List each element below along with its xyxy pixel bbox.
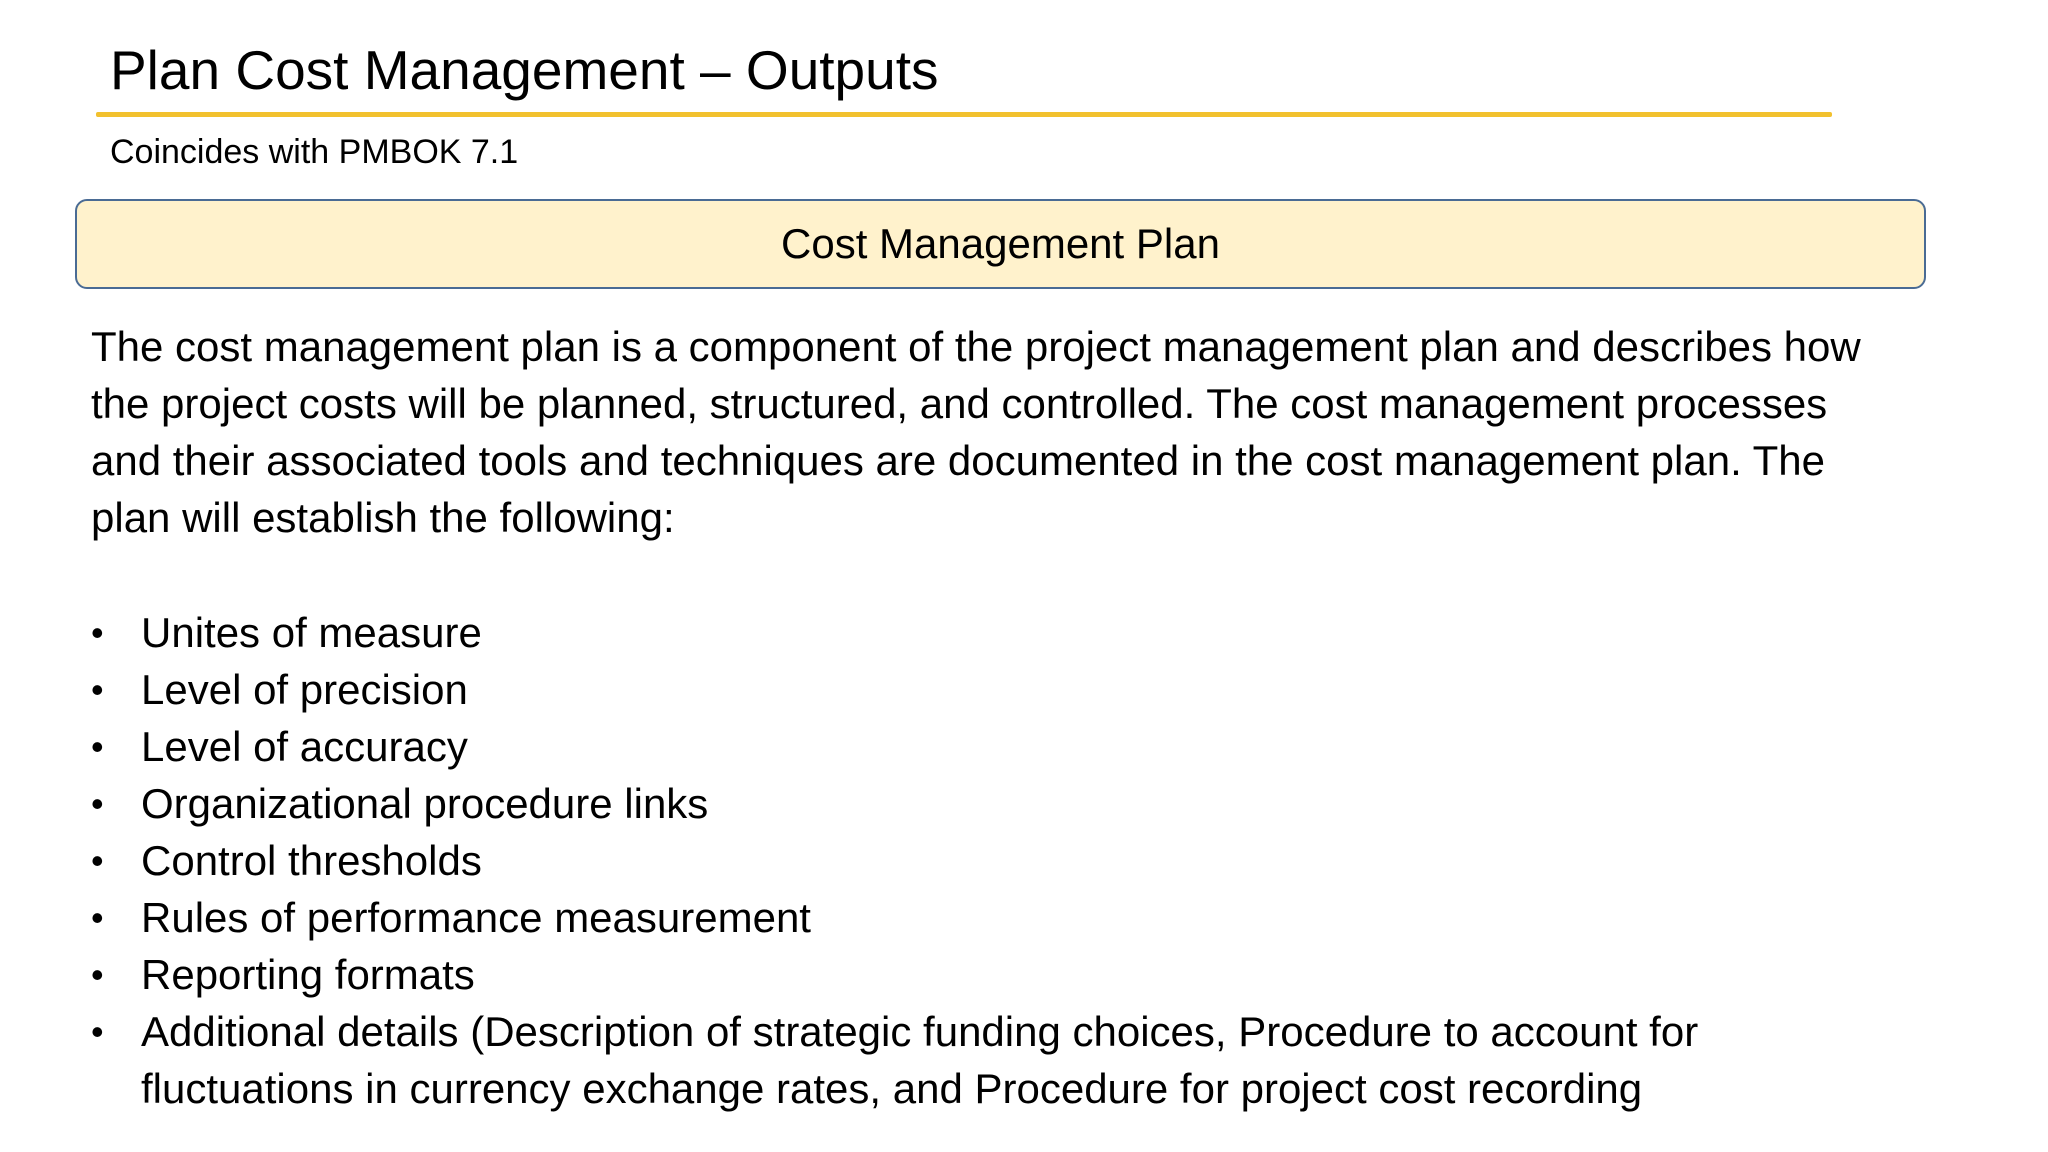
bullet-icon: • bbox=[91, 897, 104, 938]
slide-title: Plan Cost Management – Outputs bbox=[110, 39, 939, 101]
list-item bbox=[91, 604, 1891, 661]
list-item-text: Reporting formats bbox=[141, 951, 475, 998]
list-item bbox=[91, 832, 1891, 889]
list-item-text: Level of precision bbox=[141, 666, 468, 713]
bullet-icon: • bbox=[91, 954, 104, 995]
bullet-icon: • bbox=[91, 840, 104, 881]
section-heading-box bbox=[75, 199, 1926, 289]
list-item bbox=[91, 946, 1891, 1003]
bullet-icon: • bbox=[91, 1011, 104, 1052]
bullet-icon: • bbox=[91, 726, 104, 767]
list-item bbox=[91, 889, 1891, 946]
section-heading: Cost Management Plan bbox=[781, 220, 1220, 267]
list-item bbox=[91, 661, 1891, 718]
list-item bbox=[91, 1003, 1891, 1117]
slide-subtitle: Coincides with PMBOK 7.1 bbox=[110, 133, 519, 171]
bullet-icon: • bbox=[91, 669, 104, 710]
bullet-list bbox=[91, 604, 1891, 1117]
list-item-text: Rules of performance measurement bbox=[141, 894, 811, 941]
bullet-icon: • bbox=[91, 783, 104, 824]
list-item-text: Control thresholds bbox=[141, 837, 482, 884]
title-underline bbox=[96, 112, 1832, 117]
list-item bbox=[91, 775, 1891, 832]
list-item-text: Organizational procedure links bbox=[141, 780, 709, 827]
list-item-text: Level of accuracy bbox=[141, 723, 468, 770]
list-item bbox=[91, 718, 1891, 775]
list-item-text: Additional details (Description of strategic funding choices, Procedure to account for fluctuations in currency exchange rates, and Procedure for project cost recording bbox=[141, 1008, 1699, 1112]
body-paragraph: The cost management plan is a component of the project management plan and describes how the project costs will be planned, structured, and controlled. The cost management processes and their associated tools and techniques are documented in the cost management plan. The plan will establish the following: bbox=[91, 323, 1861, 541]
list-item-text: Unites of measure bbox=[141, 609, 482, 656]
bullet-icon: • bbox=[91, 612, 104, 653]
